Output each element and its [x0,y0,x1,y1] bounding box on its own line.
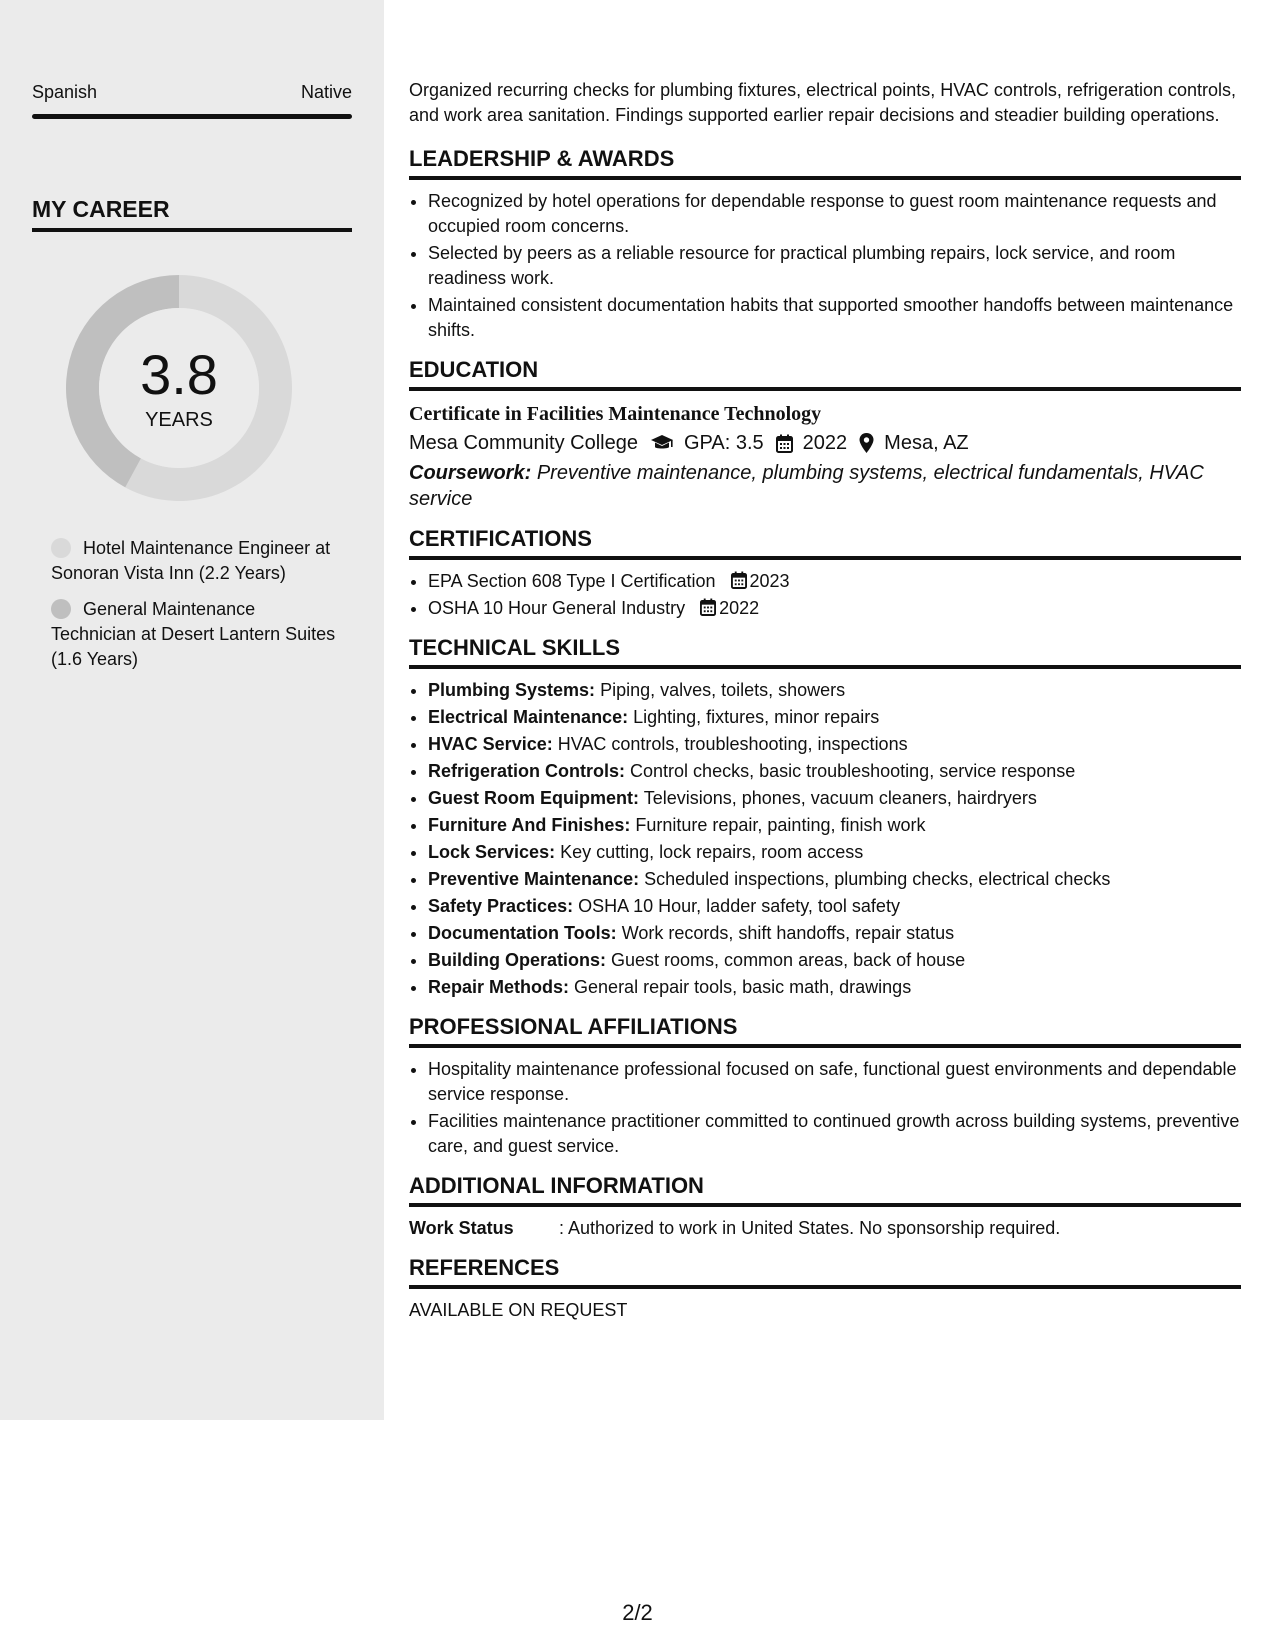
skill-label: Furniture And Finishes: [428,815,631,835]
school-name: Mesa Community College [409,432,638,454]
skill-item [428,732,1241,757]
graduation-cap-icon [650,434,674,452]
skill-text: Control checks, basic troubleshooting, service response [630,761,1076,781]
skill-label: Refrigeration Controls: [428,761,626,781]
skill-text: Piping, valves, toilets, showers [600,680,846,700]
skills-list [409,678,1241,1000]
skill-label: HVAC Service: [428,734,553,754]
section-title: CERTIFICATIONS [409,526,1241,560]
career-total-unit: YEARS [145,409,213,431]
skill-item [428,678,1241,703]
list-item: • Selected by peers as a reliable resource for practical plumbing repairs, lock service, and room readiness work. [428,241,1241,291]
page-number: 2/2 [622,1600,653,1625]
skills-section [409,635,1241,1000]
skill-label: Electrical Maintenance: [428,707,629,727]
skill-label: Building Operations: [428,950,606,970]
language-row [32,82,352,103]
degree-name: Certificate in Facilities Maintenance Technology [409,403,822,425]
certification-name: EPA Section 608 Type I Certification [428,571,716,591]
graduation-year: 2022 [802,432,848,454]
section-title: LEADERSHIP & AWARDS [409,146,1241,180]
career-heading: MY CAREER [32,196,352,232]
work-status-row [409,1216,1241,1241]
career-total-value: 3.8 [140,343,218,406]
career-item-text: General Maintenance Technician at Desert Lantern Suites (1.6 Years) [51,599,336,669]
skill-item [428,759,1241,784]
section-title: TECHNICAL SKILLS [409,635,1241,669]
work-status-label: Work Status [409,1218,514,1238]
education-section [409,357,1241,512]
skill-label: Safety Practices: [428,896,574,916]
coursework-text: Preventive maintenance, plumbing systems, electrical fundamentals, HVAC service [409,462,1204,510]
skill-text: Furniture repair, painting, finish work [635,815,926,835]
list-item: • Maintained consistent documentation habits that supported smoother handoffs between maintenance shifts. [428,293,1241,343]
skill-text: General repair tools, basic math, drawings [574,977,912,997]
list-item: • Hospitality maintenance professional focused on safe, functional guest environments and dependable service response. [428,1057,1241,1107]
references-section [409,1255,1241,1323]
section-title: ADDITIONAL INFORMATION [409,1173,1241,1207]
certification-item [428,596,1241,621]
skill-text: Televisions, phones, vacuum cleaners, hairdryers [643,788,1037,808]
skill-item [428,786,1241,811]
coursework [409,460,1241,512]
certification-year: 2022 [719,598,760,618]
calendar-icon [731,571,747,589]
skill-text: Lighting, fixtures, minor repairs [633,707,880,727]
career-item [51,597,341,672]
skill-label: Plumbing Systems: [428,680,596,700]
certification-name: OSHA 10 Hour General Industry [428,598,686,618]
certifications-list [409,569,1241,621]
language-name: Spanish [32,82,98,102]
calendar-icon [776,434,793,453]
coursework-label: Coursework: [409,462,532,484]
skill-text: Scheduled inspections, plumbing checks, electrical checks [644,869,1111,889]
skill-label: Lock Services: [428,842,556,862]
skill-text: Guest rooms, common areas, back of house [611,950,966,970]
school-location: Mesa, AZ [884,432,969,454]
section-title: EDUCATION [409,357,1241,391]
language-proficiency-bar [32,114,352,119]
skill-item [428,894,1241,919]
career-legend-dot [51,538,71,558]
leadership-section [409,146,1241,343]
affiliations-list [409,1057,1241,1159]
gpa: GPA: 3.5 [683,432,764,454]
career-item [51,536,341,586]
affiliations-section [409,1014,1241,1159]
work-status-value: : Authorized to work in United States. No sponsorship required. [559,1218,1061,1238]
location-pin-icon [859,433,874,453]
calendar-icon [700,598,716,616]
skill-text: HVAC controls, troubleshooting, inspections [557,734,908,754]
summary-paragraph: Organized recurring checks for plumbing fixtures, electrical points, HVAC controls, refrigeration controls, and work area sanitation. Findings supported earlier repair decisions and steadier building operations. [409,80,1237,125]
certifications-section [409,526,1241,621]
additional-info-section [409,1173,1241,1241]
section-title: REFERENCES [409,1255,1241,1289]
skill-item [428,813,1241,838]
career-list [51,536,341,683]
list-item: • Recognized by hotel operations for dependable response to guest room maintenance requests and occupied room concerns. [428,189,1241,239]
certification-item [428,569,1241,594]
skill-item [428,921,1241,946]
certification-year: 2023 [749,571,790,591]
career-legend-dot [51,599,71,619]
skill-label: Preventive Maintenance: [428,869,640,889]
skill-text: Work records, shift handoffs, repair status [621,923,955,943]
language-level: Native [300,82,352,102]
career-item-text: Hotel Maintenance Engineer at Sonoran Vista Inn (2.2 Years) [51,538,331,583]
skill-item [428,975,1241,1000]
skill-text: OSHA 10 Hour, ladder safety, tool safety [578,896,900,916]
skill-item [428,948,1241,973]
sidebar [0,0,384,1420]
section-title: PROFESSIONAL AFFILIATIONS [409,1014,1241,1048]
skill-label: Repair Methods: [428,977,570,997]
skill-label: Documentation Tools: [428,923,617,943]
skill-text: Key cutting, lock repairs, room access [560,842,864,862]
references-text: AVAILABLE ON REQUEST [409,1300,628,1320]
career-donut-chart [66,275,292,501]
skill-item [428,840,1241,865]
skill-label: Guest Room Equipment: [428,788,639,808]
leadership-list [409,189,1241,343]
education-details [409,428,1241,458]
main-content [409,78,1241,1337]
skill-item [428,705,1241,730]
list-item: • Facilities maintenance practitioner committed to continued growth across building systems, preventive care, and guest service. [428,1109,1241,1159]
skill-item [428,867,1241,892]
